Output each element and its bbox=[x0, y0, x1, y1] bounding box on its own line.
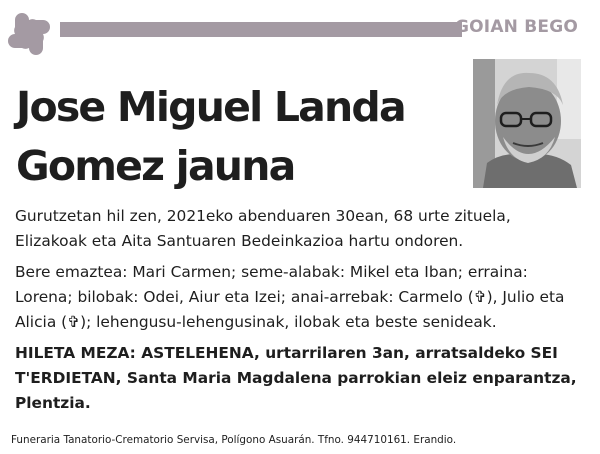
funeral-home-footer: Funeraria Tanatorio-Crematorio Servisa, Polígono Asuarán. Tfno. 944710161. Erandio. bbox=[11, 434, 457, 446]
obituary-body bbox=[15, 204, 583, 422]
family-part-2: ), Julio eta Alicia ( bbox=[15, 288, 565, 331]
lauburu-icon bbox=[2, 7, 56, 61]
portrait-photo bbox=[473, 59, 581, 188]
family-part-3: ); lehengusu-lehengusinak, ilobak eta beste senideak. bbox=[80, 313, 497, 331]
deceased-name bbox=[16, 78, 405, 196]
family-list bbox=[15, 260, 583, 335]
cross-icon: ✞ bbox=[473, 288, 487, 306]
family-part-1: Bere emaztea: Mari Carmen; seme-alabak: Mikel eta Iban; erraina: Lorena; bilobak: Odei, Aiur eta Izei; anai-arrebak: Carmelo ( bbox=[15, 263, 528, 306]
death-notice: Gurutzetan hil zen, 2021eko abenduaren 30ean, 68 urte zituela, Elizakoak eta Aita Santuaren Bedeinkazioa hartu ondoren. bbox=[15, 207, 511, 250]
header-label: GOIAN BEGO bbox=[454, 17, 578, 37]
name-line-2: Gomez jauna bbox=[16, 142, 295, 190]
funeral-notice: HILETA MEZA: ASTELEHENA, urtarrilaren 3an, arratsaldeko SEI T'ERDIETAN, Santa Maria Magdalena parrokian eleiz enparantza, Plentzia. bbox=[15, 344, 577, 412]
header-bar bbox=[60, 22, 462, 37]
cross-icon: ✞ bbox=[67, 313, 81, 331]
name-line-1: Jose Miguel Landa bbox=[16, 83, 405, 131]
